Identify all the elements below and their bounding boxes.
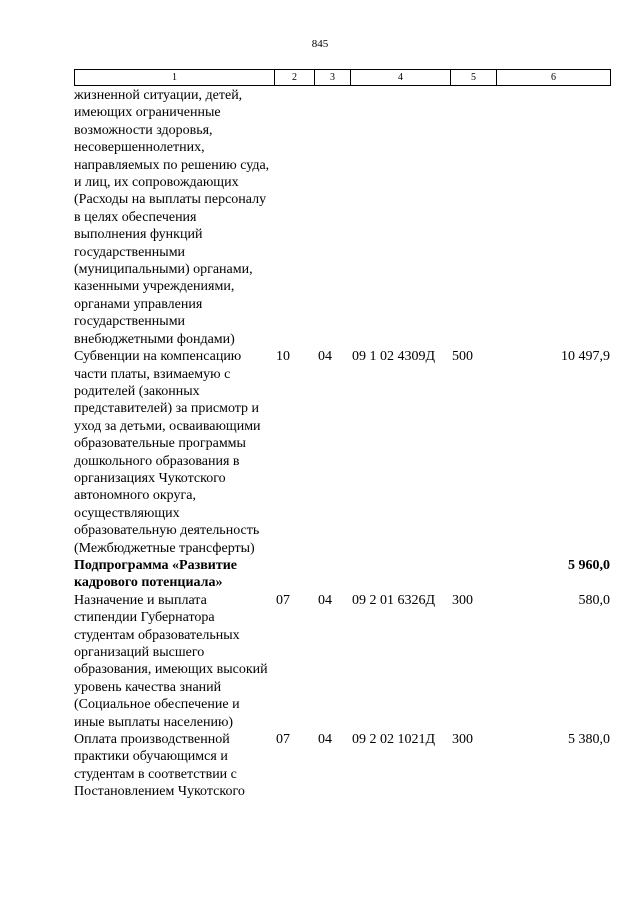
row-expense-type-code: 300 — [452, 732, 473, 748]
column-number-3: 3 — [315, 70, 351, 86]
row-expense-type-code — [450, 557, 496, 592]
column-number-6: 6 — [497, 70, 611, 86]
row-expense-type-code — [450, 87, 496, 348]
table-row — [74, 557, 610, 592]
budget-table-body — [74, 87, 610, 801]
row-section-code: 10 — [276, 349, 290, 365]
row-section-code: 07 — [276, 732, 290, 748]
column-number-1: 1 — [75, 70, 275, 86]
row-section-code — [274, 557, 314, 592]
row-target-article-code: 09 1 02 4309Д — [352, 349, 436, 365]
table-row — [74, 592, 610, 731]
column-number-2: 2 — [275, 70, 315, 86]
table-row — [74, 348, 610, 557]
column-number-4: 4 — [351, 70, 451, 86]
row-subsection-code: 04 — [318, 349, 332, 365]
column-header-table — [74, 69, 611, 86]
row-subsection-code: 04 — [318, 592, 332, 608]
column-number-5: 5 — [451, 70, 497, 86]
row-expense-type-code: 300 — [452, 592, 473, 608]
row-expense-type-code: 500 — [452, 349, 473, 365]
row-amount: 580,0 — [578, 592, 610, 608]
row-name: Оплата производственной практики обучающимся и студентам в соответствии с Постановлением Чукотского — [74, 732, 245, 800]
table-row — [74, 87, 610, 348]
row-amount: 5 960,0 — [568, 557, 610, 573]
row-name: Назначение и выплата стипендии Губернатора студентам образовательных организаций высшего образования, имеющих высокий уровень качества знаний (Социальное обеспечение и иные выплаты населению) — [74, 592, 268, 730]
page-number: 845 — [311, 38, 329, 50]
row-name: Подпрограмма «Развитие кадрового потенциала» — [74, 557, 238, 591]
row-target-article-code: 09 2 02 1021Д — [352, 732, 436, 748]
row-subsection-code: 04 — [318, 732, 332, 748]
row-section-code: 07 — [276, 592, 290, 608]
row-subsection-code — [314, 557, 350, 592]
row-amount: 5 380,0 — [568, 732, 610, 748]
row-name: жизненной ситуации, детей, имеющих ограниченные возможности здоровья, несовершеннолетних, направляемых по решению суда, и лиц, их сопровождающих (Расходы на выплаты персоналу в целях обеспечения выполнения функций государственными (муниципальными) органами, казенными учреждениями, органами управления государственными внебюджетными фондами) — [74, 88, 270, 347]
row-section-code — [274, 87, 314, 348]
column-number-row — [75, 70, 611, 86]
table-row — [74, 731, 610, 801]
row-target-article-code: 09 2 01 6326Д — [352, 592, 436, 608]
row-target-article-code — [350, 557, 450, 592]
row-target-article-code — [350, 87, 450, 348]
row-subsection-code — [314, 87, 350, 348]
row-name: Субвенции на компенсацию части платы, взимаемую с родителей (законных представителей) за присмотр и уход за детьми, осваивающими образовательные программы дошкольного образования в организациях Чукотского автономного округа, осуществляющих образовательную деятельность (Межбюджетные трансферты) — [74, 349, 261, 556]
row-amount: 10 497,9 — [561, 349, 610, 365]
row-amount — [496, 87, 610, 348]
budget-table — [74, 87, 610, 801]
